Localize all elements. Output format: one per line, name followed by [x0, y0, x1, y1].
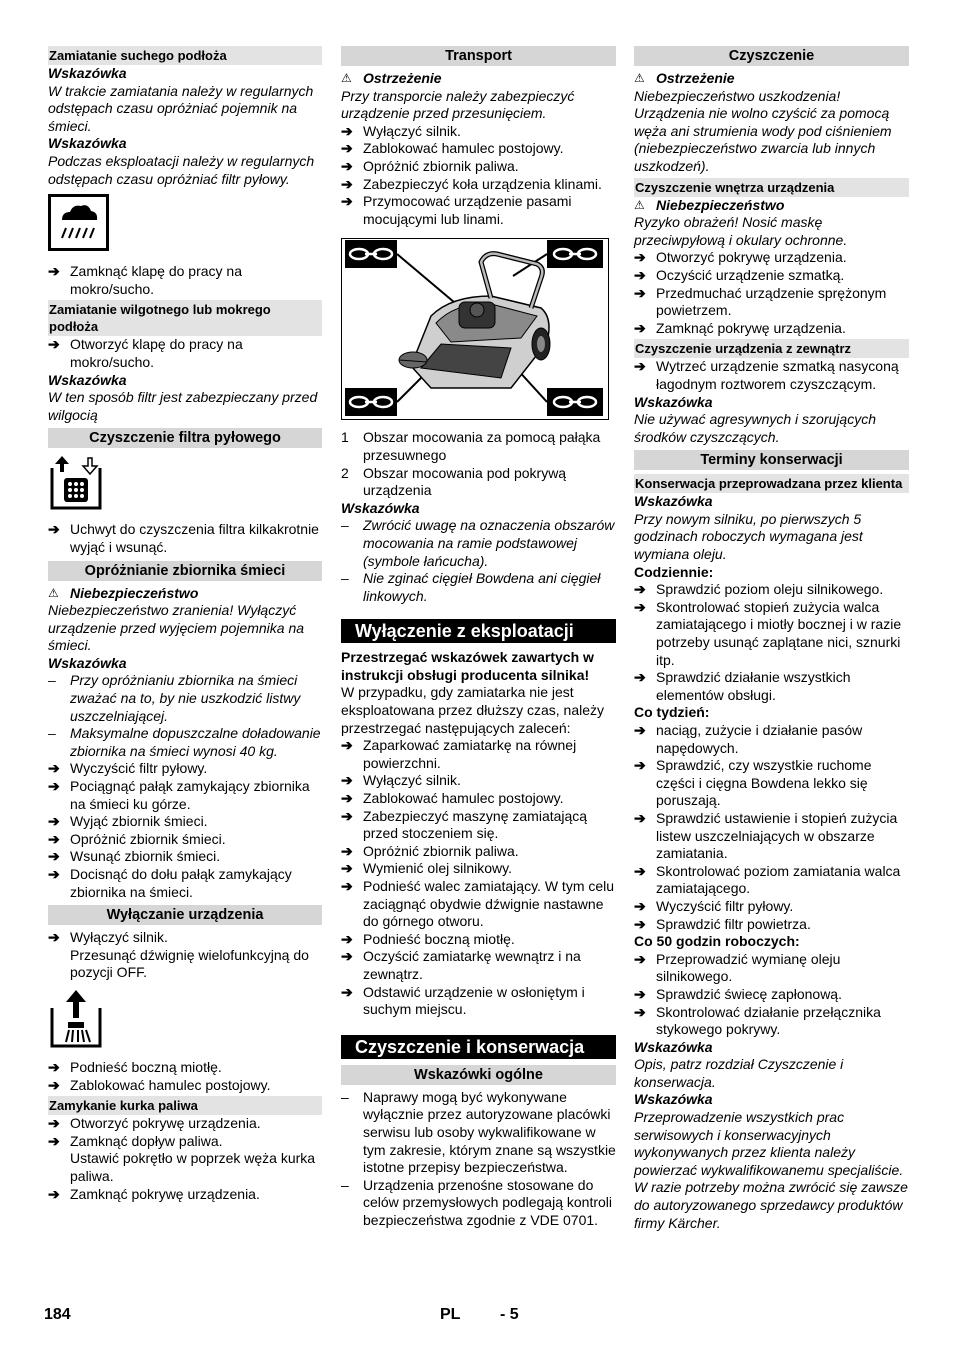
chain-icon — [547, 240, 603, 268]
interval-50h-label: Co 50 godzin roboczych: — [634, 933, 800, 950]
step-item: ➔ Podnieść boczną miotłę. — [48, 1058, 222, 1075]
arrow-icon: ➔ — [48, 1076, 60, 1093]
step-item: ➔ Sprawdzić, czy wszystkie ruchome części i cięgna Bowdena lekko się poruszają. — [634, 757, 872, 809]
bold-instruction: Przestrzegać wskazówek zawartych w instrukcji obsługi producenta silnika! — [341, 649, 594, 683]
heading-fuel-tap: Zamykanie kurka paliwa — [48, 1096, 322, 1115]
warning-label: ⚠ Ostrzeżenie — [341, 70, 442, 86]
dry-wet-flap-pictogram — [48, 194, 322, 255]
heading-wet-sweeping: Zamiatanie wilgotnego lub mokrego podłoża — [48, 300, 322, 336]
language-code: PL — [440, 1306, 461, 1323]
note-label: Wskazówka — [48, 654, 127, 671]
warning-icon: ⚠ — [48, 585, 59, 600]
note-text: Opis, patrz rozdział Czyszczenie i konserwacja. — [634, 1056, 844, 1090]
arrow-icon: ➔ — [341, 842, 353, 859]
step-item: ➔ Sprawdzić filtr powietrza. — [634, 915, 811, 932]
step-item: ➔ Sprawdzić poziom oleju silnikowego. — [634, 581, 884, 598]
arrow-icon: ➔ — [634, 722, 646, 738]
arrow-icon: ➔ — [634, 1003, 646, 1020]
step-item: ➔ Zamknąć pokrywę urządzenia. — [634, 319, 846, 336]
arrow-icon: ➔ — [48, 778, 60, 795]
step-item: ➔ Oczyścić zamiatarkę wewnątrz i na zewnątrz. — [341, 948, 581, 982]
arrow-icon: ➔ — [48, 1132, 60, 1149]
note-text: W trakcie zamiatania należy w regularnych odstępach czasu opróżniać pojemnik na śmieci. — [48, 82, 314, 134]
arrow-icon: ➔ — [341, 193, 353, 210]
step-item: ➔ Wyłączyć silnik. Przesunąć dźwignię wielofunkcyjną do pozycji OFF. — [48, 929, 309, 981]
warning-icon: ⚠ — [634, 71, 645, 85]
step-item: ➔ Zamknąć dopływ paliwa. Ustawić pokrętło w poprzek węża kurka paliwa. — [48, 1132, 316, 1184]
arrow-icon: ➔ — [634, 319, 646, 336]
note-label: Wskazówka — [341, 499, 420, 516]
step-item: ➔ Wyłączyć silnik. — [341, 122, 461, 139]
step-item: ➔ Skontrolować stopień zużycia walca zamiatającego i miotły bocznej i w razie potrzeby usunąć zaplątane nici, sznurki itp. — [634, 598, 902, 668]
note-label: Wskazówka — [48, 65, 127, 81]
arrow-icon: ➔ — [341, 930, 353, 947]
step-item: ➔ Sprawdzić świecę zapłonową. — [634, 985, 842, 1002]
arrow-icon: ➔ — [634, 985, 646, 1002]
heading-filter-cleaning: Czyszczenie filtra pyłowego — [48, 428, 322, 448]
heading-dry-sweeping: Zamiatanie suchego podłoża — [48, 46, 322, 65]
dash-item: – Naprawy mogą być wykonywane wyłącznie przez autoryzowane placówki serwisu lub osoby wykwalifikowane w tym zakresie, którym znane są wszystkie istotne przepisy bezpieczeństwa. — [341, 1088, 616, 1176]
page-number: 184 — [44, 1306, 71, 1323]
warning-icon: ⚠ — [634, 197, 645, 212]
arrow-icon: ➔ — [341, 157, 353, 174]
arrow-icon: ➔ — [341, 878, 353, 894]
step-item: ➔ Otworzyć klapę do pracy na mokro/sucho. — [48, 336, 243, 370]
step-item: ➔ Sprawdzić działanie wszystkich elementów obsługi. — [634, 669, 851, 703]
legend-item: 1 Obszar mocowania za pomocą pałąka przesuwnego — [341, 429, 601, 463]
note-text: W ten sposób filtr jest zabezpieczany przed wilgocią — [48, 389, 318, 423]
arrow-icon: ➔ — [634, 915, 646, 932]
arrow-icon: ➔ — [341, 790, 353, 807]
arrow-icon: ➔ — [48, 929, 60, 946]
arrow-icon: ➔ — [48, 813, 60, 830]
step-item: ➔ Odstawić urządzenie w osłoniętym i suchym miejscu. — [341, 983, 585, 1018]
heading-customer-maintenance: Konserwacja przeprowadzana przez klienta — [634, 474, 909, 493]
step-item: ➔ Zablokować hamulec postojowy. — [48, 1076, 271, 1093]
chapter-cleaning-maintenance: Czyszczenie i konserwacja — [341, 1035, 616, 1059]
arrow-icon: ➔ — [341, 807, 353, 824]
arrow-icon: ➔ — [341, 140, 353, 157]
step-item: ➔ Oczyścić urządzenie szmatką. — [634, 266, 845, 283]
step-item: ➔ Skontrolować poziom zamiatania walca zamiatającego. — [634, 862, 901, 897]
danger-text: Niebezpieczeństwo zranienia! Wyłączyć urządzenie przed wyjęciem pojemnika na śmieci. — [48, 602, 305, 654]
heading-empty-container: Opróżnianie zbiornika śmieci — [48, 561, 322, 581]
danger-label: ⚠ Niebezpieczeństwo — [48, 584, 199, 601]
arrow-icon: ➔ — [48, 1115, 60, 1132]
warning-icon: ⚠ — [341, 71, 352, 85]
step-item: ➔ Wyczyścić filtr pyłowy. — [48, 760, 208, 777]
note-text: Nie używać agresywnych i szorujących środków czyszczących. — [634, 411, 876, 445]
step-item: ➔ Wyjąć zbiornik śmieci. — [48, 813, 208, 830]
step-item: ➔ Wyłączyć silnik. — [341, 772, 461, 789]
arrow-icon: ➔ — [634, 358, 646, 375]
rain-cloud-icon — [48, 194, 110, 252]
arrow-icon: ➔ — [48, 848, 60, 865]
warning-text: Niebezpieczeństwo uszkodzenia! Urządzenia nie wolno czyścić za pomocą węża ani strumienia wody pod ciśnieniem (niebezpieczeństwo zwarcia lub innych uszkodzeń). — [634, 87, 892, 174]
dash-item: – Urządzenia przenośne stosowane do celów przemysłowych podlegają kontroli bezpieczeństwa zgodnie z VDE 0701. — [341, 1176, 613, 1228]
arrow-icon: ➔ — [341, 122, 353, 139]
warning-text: Przy transporcie należy zabezpieczyć urządzenie przed przesunięciem. — [341, 87, 575, 122]
arrow-icon: ➔ — [341, 175, 353, 192]
arrow-icon: ➔ — [634, 249, 646, 266]
step-item: ➔ Zablokować hamulec postojowy. — [341, 790, 564, 807]
arrow-icon: ➔ — [341, 737, 353, 754]
chain-icon — [345, 388, 397, 416]
side-broom-pictogram — [48, 988, 322, 1051]
intro-text: W przypadku, gdy zamiatarka nie jest eksploatowana przez dłuższy czas, należy przestrzegać następujących zaleceń: — [341, 684, 605, 736]
step-item: ➔ Pociągnąć pałąk zamykający zbiornika na śmieci ku górze. — [48, 778, 310, 812]
note-label: Wskazówka — [634, 1038, 713, 1055]
step-item: ➔ Zablokować hamulec postojowy. — [341, 140, 564, 157]
transport-tie-down-illustration — [341, 238, 616, 423]
raise-broom-icon — [48, 988, 104, 1048]
arrow-icon: ➔ — [634, 669, 646, 686]
arrow-icon: ➔ — [634, 809, 646, 826]
arrow-icon: ➔ — [634, 598, 646, 615]
warning-label: ⚠ Ostrzeżenie — [634, 70, 735, 86]
step-item: ➔ Zabezpieczyć koła urządzenia klinami. — [341, 175, 602, 192]
note-text: Przy nowym silniku, po pierwszych 5 godzinach roboczych wymagana jest wymiana oleju. — [634, 510, 863, 563]
step-item: ➔ Opróżnić zbiornik śmieci. — [48, 830, 226, 847]
step-item: ➔ Podnieść boczną miotłę. — [341, 930, 515, 947]
step-item: ➔ Wsunąć zbiornik śmieci. — [48, 848, 221, 865]
heading-maintenance-intervals: Terminy konserwacji — [634, 450, 909, 470]
danger-text: Ryzyko obrażeń! Nosić maskę przeciwpyłową i okulary ochronne. — [634, 214, 848, 248]
step-item: ➔ Zaparkować zamiatarkę na równej powierzchni. — [341, 737, 577, 771]
danger-label: ⚠ Niebezpieczeństwo — [634, 196, 785, 213]
step-item: ➔ Podnieść walec zamiatający. W tym celu zaciągnąć obydwie dźwignie nastawne do górnego otworu. — [341, 878, 615, 930]
step-item: ➔ Otworzyć pokrywę urządzenia. — [634, 249, 847, 266]
column-3 — [634, 44, 909, 1232]
chapter-decommissioning: Wyłączenie z eksploatacji — [341, 619, 616, 643]
note-label: Wskazówka — [48, 371, 127, 388]
step-item: ➔ Otworzyć pokrywę urządzenia. — [48, 1115, 261, 1132]
note-label: Wskazówka — [634, 1091, 713, 1108]
chain-icon — [345, 240, 397, 268]
arrow-icon: ➔ — [341, 860, 353, 877]
heading-switch-off: Wyłączanie urządzenia — [48, 905, 322, 925]
arrow-icon: ➔ — [634, 581, 646, 598]
arrow-icon: ➔ — [48, 866, 60, 882]
step-item: ➔ Zabezpieczyć maszynę zamiatającą przed stoczeniem się. — [341, 807, 588, 842]
arrow-icon: ➔ — [48, 263, 60, 280]
dash-item: – Nie zginać cięgieł Bowdena ani cięgieł linkowych. — [341, 570, 601, 604]
heading-general-notes: Wskazówki ogólne — [341, 1065, 616, 1085]
arrow-icon: ➔ — [341, 772, 353, 789]
chain-icon — [547, 388, 603, 416]
filter-cleaning-pictogram — [48, 454, 322, 513]
arrow-icon: ➔ — [634, 950, 646, 967]
step-item: ➔ Zamknąć klapę do pracy na mokro/sucho. — [48, 263, 242, 297]
step-item: ➔ Opróżnić zbiornik paliwa. — [341, 157, 519, 174]
sub-page-number: - 5 — [500, 1306, 519, 1323]
note-label: Wskazówka — [634, 393, 713, 410]
step-item: ➔ Zamknąć pokrywę urządzenia. — [48, 1185, 260, 1202]
heading-inside-cleaning: Czyszczenie wnętrza urządzenia — [634, 178, 909, 197]
dash-item: – Zwrócić uwagę na oznaczenia obszarów mocowania na ramie podstawowej (symbole łańcucha). — [341, 517, 615, 569]
arrow-icon: ➔ — [48, 1185, 60, 1202]
step-item: ➔ Przedmuchać urządzenie sprężonym powietrzem. — [634, 284, 887, 319]
step-item: ➔ Przymocować urządzenie pasami mocującymi lub linami. — [341, 193, 572, 227]
note-text: Przeprowadzenie wszystkich prac serwisowych i konserwacyjnych wykonywanych przez klienta należy powierzać wykwalifikowanemu specjaliście. W razie potrzeby można zwrócić się zawsze do autoryzowanego sprzedawcy produktów firmy Kärcher. — [634, 1109, 908, 1231]
interval-weekly-label: Co tydzień: — [634, 704, 710, 721]
arrow-icon: ➔ — [634, 284, 646, 301]
arrow-icon: ➔ — [48, 760, 60, 777]
note-text: Podczas eksploatacji należy w regularnych odstępach czasu opróżniać filtr pyłowy. — [48, 152, 315, 187]
arrow-icon: ➔ — [341, 983, 353, 1000]
column-2 — [341, 44, 616, 1230]
legend-item: 2 Obszar mocowania pod pokrywą urządzenia — [341, 464, 567, 499]
dash-item: – Maksymalne dopuszczalne doładowanie zbiornika na śmieci wynosi 40 kg. — [48, 725, 321, 759]
heading-outside-cleaning: Czyszczenie urządzenia z zewnątrz — [634, 339, 909, 358]
arrow-icon: ➔ — [48, 1058, 60, 1075]
arrow-icon: ➔ — [48, 830, 60, 847]
heading-cleaning: Czyszczenie — [634, 46, 909, 66]
step-item: ➔ Skontrolować działanie przełącznika stykowego pokrywy. — [634, 1003, 881, 1038]
step-item: ➔ Wymienić olej silnikowy. — [341, 860, 512, 877]
note-label: Wskazówka — [634, 493, 713, 510]
sweeper-illustration — [341, 238, 609, 420]
step-item: ➔ Przeprowadzić wymianę oleju silnikowego. — [634, 950, 841, 985]
filter-shake-icon — [48, 454, 104, 510]
column-1 — [48, 44, 322, 1203]
dash-item: – Przy opróżnianiu zbiornika na śmieci zważać na to, by nie uszkodzić listwy uszczelniającej. — [48, 672, 301, 724]
step-item: ➔ Opróżnić zbiornik paliwa. — [341, 842, 519, 859]
step-item: ➔ Docisnąć do dołu pałąk zamykający zbiornika na śmieci. — [48, 866, 292, 900]
step-item: ➔ Sprawdzić ustawienie i stopień zużycia listew uszczelniających w obszarze zamiatania. — [634, 809, 898, 862]
arrow-icon: ➔ — [634, 897, 646, 914]
arrow-icon: ➔ — [48, 521, 60, 538]
step-item: ➔ naciąg, zużycie i działanie pasów napędowych. — [634, 722, 863, 756]
arrow-icon: ➔ — [634, 757, 646, 774]
step-item: ➔ Wytrzeć urządzenie szmatką nasyconą łagodnym roztworem czyszczącym. — [634, 358, 899, 392]
step-item: ➔ Wyczyścić filtr pyłowy. — [634, 897, 794, 914]
arrow-icon: ➔ — [634, 862, 646, 879]
arrow-icon: ➔ — [634, 266, 646, 283]
note-label: Wskazówka — [48, 135, 127, 152]
arrow-icon: ➔ — [341, 948, 353, 965]
interval-daily-label: Codziennie: — [634, 563, 714, 580]
arrow-icon: ➔ — [48, 336, 60, 353]
heading-transport: Transport — [341, 46, 616, 66]
step-item: ➔ Uchwyt do czyszczenia filtra kilkakrotnie wyjąć i wsunąć. — [48, 521, 319, 555]
